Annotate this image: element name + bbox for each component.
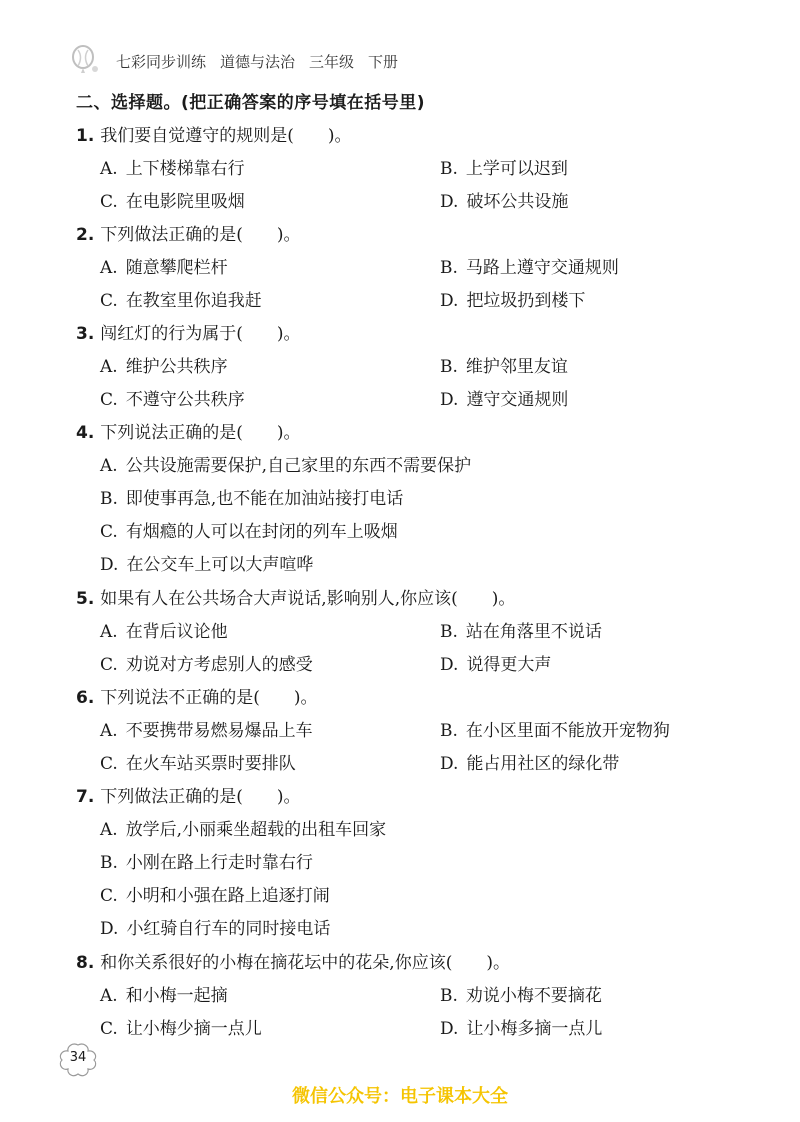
option-5-c [100,650,313,675]
question-text: 下列做法正确的是( )。 [100,787,301,807]
question-number: 2. [76,225,95,245]
option-text: 和小梅一起摘 [125,986,228,1006]
option-4-c [100,517,398,542]
option-text: 说得更大声 [466,655,552,675]
option-letter: D. [100,555,119,575]
option-3-d [440,385,568,410]
option-letter: A. [100,622,118,642]
option-letter: D. [440,390,459,410]
header-text [116,51,398,72]
grade-label: 三年级 [309,52,355,71]
option-letter: C. [100,1019,118,1039]
option-text: 随意攀爬栏杆 [125,258,228,278]
option-text: 劝说小梅不要摘花 [465,986,602,1006]
option-text: 让小梅少摘一点儿 [125,1019,262,1039]
option-text: 遵守交通规则 [466,390,569,410]
question-text: 我们要自觉遵守的规则是( )。 [100,126,352,146]
option-text: 把垃圾扔到楼下 [466,291,586,311]
question-number: 6. [76,688,95,708]
option-text: 公共设施需要保护,自己家里的东西不需要保护 [125,456,472,476]
option-6-c [100,749,296,774]
question-number: 8. [76,953,95,973]
option-7-d [100,914,330,939]
question-5 [76,584,515,609]
question-2 [76,220,301,245]
option-letter: D. [440,1019,459,1039]
option-text: 劝说对方考虑别人的感受 [125,655,313,675]
option-7-c [100,881,330,906]
option-text: 在背后议论他 [125,622,228,642]
balloon-logo-icon [68,44,102,78]
question-text: 下列做法正确的是( )。 [100,225,301,245]
option-letter: A. [100,456,118,476]
option-text: 站在角落里不说话 [465,622,602,642]
option-5-d [440,650,551,675]
option-5-b [440,617,602,642]
option-3-a [100,352,228,377]
option-1-b [440,154,568,179]
option-letter: D. [440,291,459,311]
option-text: 在电影院里吸烟 [125,192,245,212]
option-letter: D. [440,754,459,774]
option-2-d [440,286,585,311]
option-4-b [100,484,403,509]
option-8-b [440,981,602,1006]
question-text: 下列说法正确的是( )。 [100,423,301,443]
question-6 [76,683,318,708]
question-text: 如果有人在公共场合大声说话,影响别人,你应该( )。 [100,589,516,609]
option-letter: A. [100,357,118,377]
option-2-a [100,253,228,278]
option-text: 在火车站买票时要排队 [125,754,296,774]
option-letter: B. [440,357,458,377]
series-name: 七彩同步训练 [116,52,207,71]
option-letter: D. [100,919,119,939]
option-letter: A. [100,159,118,179]
option-text: 即使事再急,也不能在加油站接打电话 [125,489,404,509]
option-4-a [100,451,471,476]
term-label: 下册 [368,52,399,71]
option-6-d [440,749,619,774]
question-text: 下列说法不正确的是( )。 [100,688,318,708]
option-text: 上下楼梯靠右行 [125,159,245,179]
option-text: 能占用社区的绿化带 [466,754,620,774]
option-1-c [100,187,245,212]
page-header [68,44,398,78]
question-number: 4. [76,423,95,443]
option-letter: B. [440,622,458,642]
option-3-b [440,352,568,377]
option-letter: A. [100,986,118,1006]
option-letter: B. [440,986,458,1006]
footer-watermark: 微信公众号：电子课本大全 [292,1086,508,1107]
option-letter: B. [100,853,118,873]
option-2-c [100,286,262,311]
option-text: 放学后,小丽乘坐超载的出租车回家 [125,820,387,840]
option-text: 维护邻里友谊 [465,357,568,377]
option-7-b [100,848,313,873]
option-letter: C. [100,390,118,410]
option-text: 有烟瘾的人可以在封闭的列车上吸烟 [125,522,398,542]
option-6-b [440,716,670,741]
option-text: 维护公共秩序 [125,357,228,377]
question-number: 7. [76,787,95,807]
option-letter: B. [100,489,118,509]
option-letter: D. [440,655,459,675]
option-1-a [100,154,245,179]
option-8-d [440,1014,602,1039]
option-letter: A. [100,258,118,278]
option-letter: C. [100,655,118,675]
question-3 [76,319,301,344]
option-text: 马路上遵守交通规则 [465,258,619,278]
question-number: 3. [76,324,95,344]
option-text: 小明和小强在路上追逐打闹 [125,886,330,906]
option-text: 在教室里你追我赶 [125,291,262,311]
question-text: 闯红灯的行为属于( )。 [100,324,301,344]
option-letter: B. [440,258,458,278]
option-text: 小红骑自行车的同时接电话 [126,919,331,939]
option-3-c [100,385,245,410]
question-8 [76,948,510,973]
option-8-c [100,1014,262,1039]
option-2-b [440,253,619,278]
option-text: 破坏公共设施 [466,192,569,212]
option-letter: C. [100,754,118,774]
option-letter: A. [100,721,118,741]
option-text: 让小梅多摘一点儿 [466,1019,603,1039]
option-letter: B. [440,159,458,179]
option-letter: C. [100,886,118,906]
page-number: 34 [69,1050,87,1065]
option-8-a [100,981,228,1006]
page-number-badge [58,1042,98,1078]
option-letter: D. [440,192,459,212]
option-text: 不要携带易燃易爆品上车 [125,721,313,741]
option-text: 在公交车上可以大声喧哗 [126,555,314,575]
question-1 [76,121,352,146]
option-5-a [100,617,228,642]
option-letter: B. [440,721,458,741]
option-letter: A. [100,820,118,840]
question-number: 5. [76,589,95,609]
section-title: 二、选择题。(把正确答案的序号填在括号里) [76,93,426,113]
option-text: 不遵守公共秩序 [125,390,245,410]
question-4 [76,418,301,443]
option-text: 在小区里面不能放开宠物狗 [465,721,670,741]
option-7-a [100,815,386,840]
option-letter: C. [100,522,118,542]
question-7 [76,782,301,807]
option-letter: C. [100,192,118,212]
question-text: 和你关系很好的小梅在摘花坛中的花朵,你应该( )。 [100,953,510,973]
option-text: 小刚在路上行走时靠右行 [125,853,313,873]
option-text: 上学可以迟到 [465,159,568,179]
question-number: 1. [76,126,95,146]
option-4-d [100,550,313,575]
option-letter: C. [100,291,118,311]
option-6-a [100,716,313,741]
option-1-d [440,187,568,212]
subject-name: 道德与法治 [220,52,296,71]
